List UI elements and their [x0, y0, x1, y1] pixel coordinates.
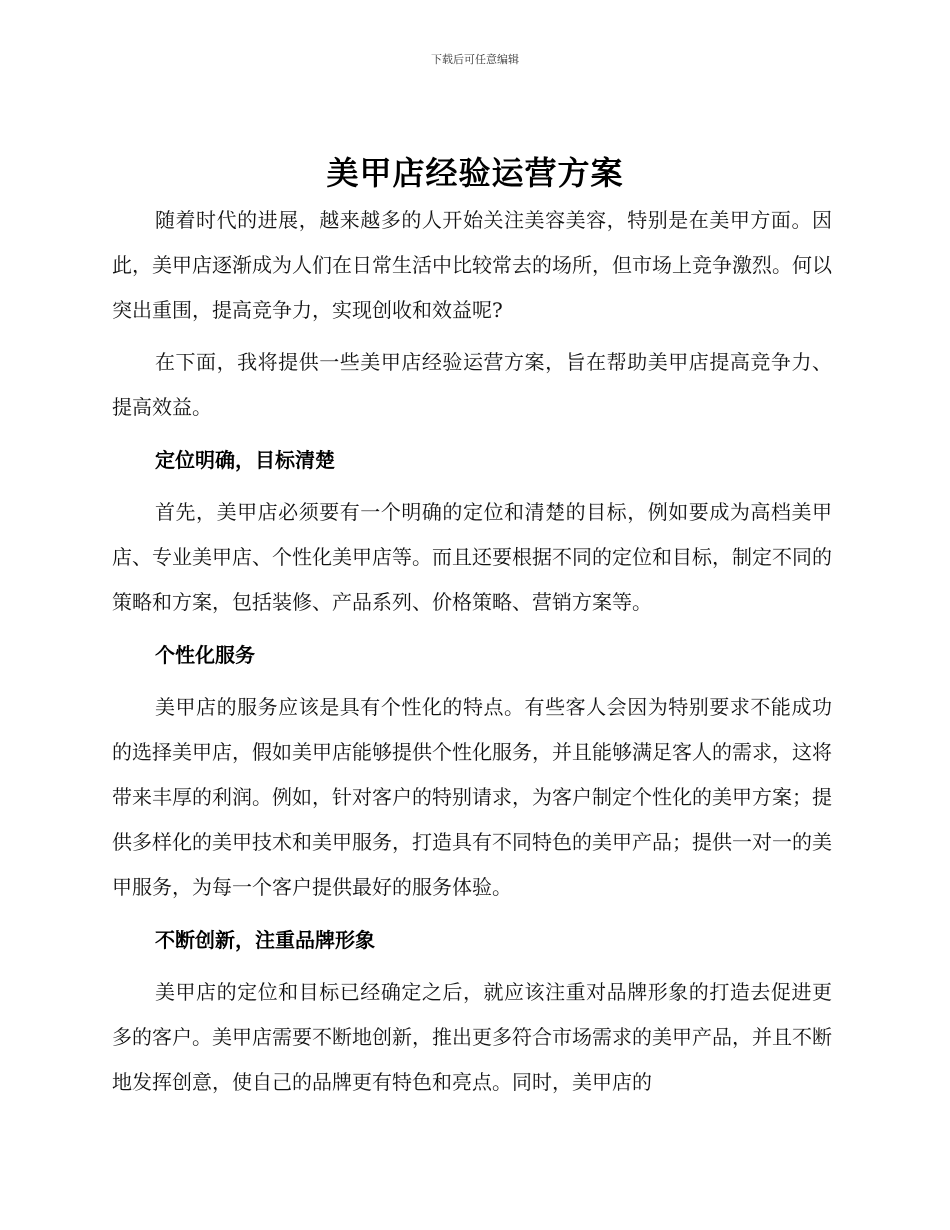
paragraph-gap [112, 430, 832, 437]
intro-paragraph-1: 随着时代的进展，越来越多的人开始关注美容美容，特别是在美甲方面。因此，美甲店逐渐成为人们在日常生活中比较常去的场所，但市场上竞争激烈。何以突出重围，提高竞争力，实现创收和效益呢? [112, 208, 832, 322]
section-body-innovation-brand: 美甲店的定位和目标已经确定之后，就应该注重对品牌形象的打造去促进更多的客户。美甲店需要不断地创新，推出更多符合市场需求的美甲产品，并且不断地发挥创意，使自己的品牌更有特色和亮点。同时，美甲店的 [112, 980, 832, 1094]
paragraph-gap [112, 625, 832, 632]
document-body [112, 198, 832, 1105]
intro-paragraph-2: 在下面，我将提供一些美甲店经验运营方案，旨在帮助美甲店提高竞争力、提高效益。 [112, 350, 832, 419]
document-title: 美甲店经验运营方案 [326, 154, 624, 192]
paragraph-gap [112, 678, 832, 685]
paragraph-gap [112, 910, 832, 917]
paragraph-gap [112, 483, 832, 490]
section-body-personalized-service: 美甲店的服务应该是具有个性化的特点。有些客人会因为特别要求不能成功的选择美甲店，假如美甲店能够提供个性化服务，并且能够满足客人的需求，这将带来丰厚的利润。例如，针对客户的特别请求，为客户制定个性化的美甲方案；提供多样化的美甲技术和美甲服务，打造具有不同特色的美甲产品；提供一对一的美甲服务，为每一个客户提供最好的服务体验。 [112, 695, 832, 899]
section-heading-innovation-brand: 不断创新，注重品牌形象 [155, 928, 375, 952]
page-header-note: 下载后可任意编辑 [431, 53, 519, 66]
section-body-positioning: 首先，美甲店必须要有一个明确的定位和清楚的目标，例如要成为高档美甲店、专业美甲店、个性化美甲店等。而且还要根据不同的定位和目标，制定不同的策略和方案，包括装修、产品系列、价格策略、营销方案等。 [112, 500, 832, 614]
section-heading-personalized-service: 个性化服务 [155, 643, 255, 667]
paragraph-gap [112, 333, 832, 340]
section-heading-positioning: 定位明确，目标清楚 [155, 448, 335, 472]
paragraph-gap [112, 963, 832, 970]
